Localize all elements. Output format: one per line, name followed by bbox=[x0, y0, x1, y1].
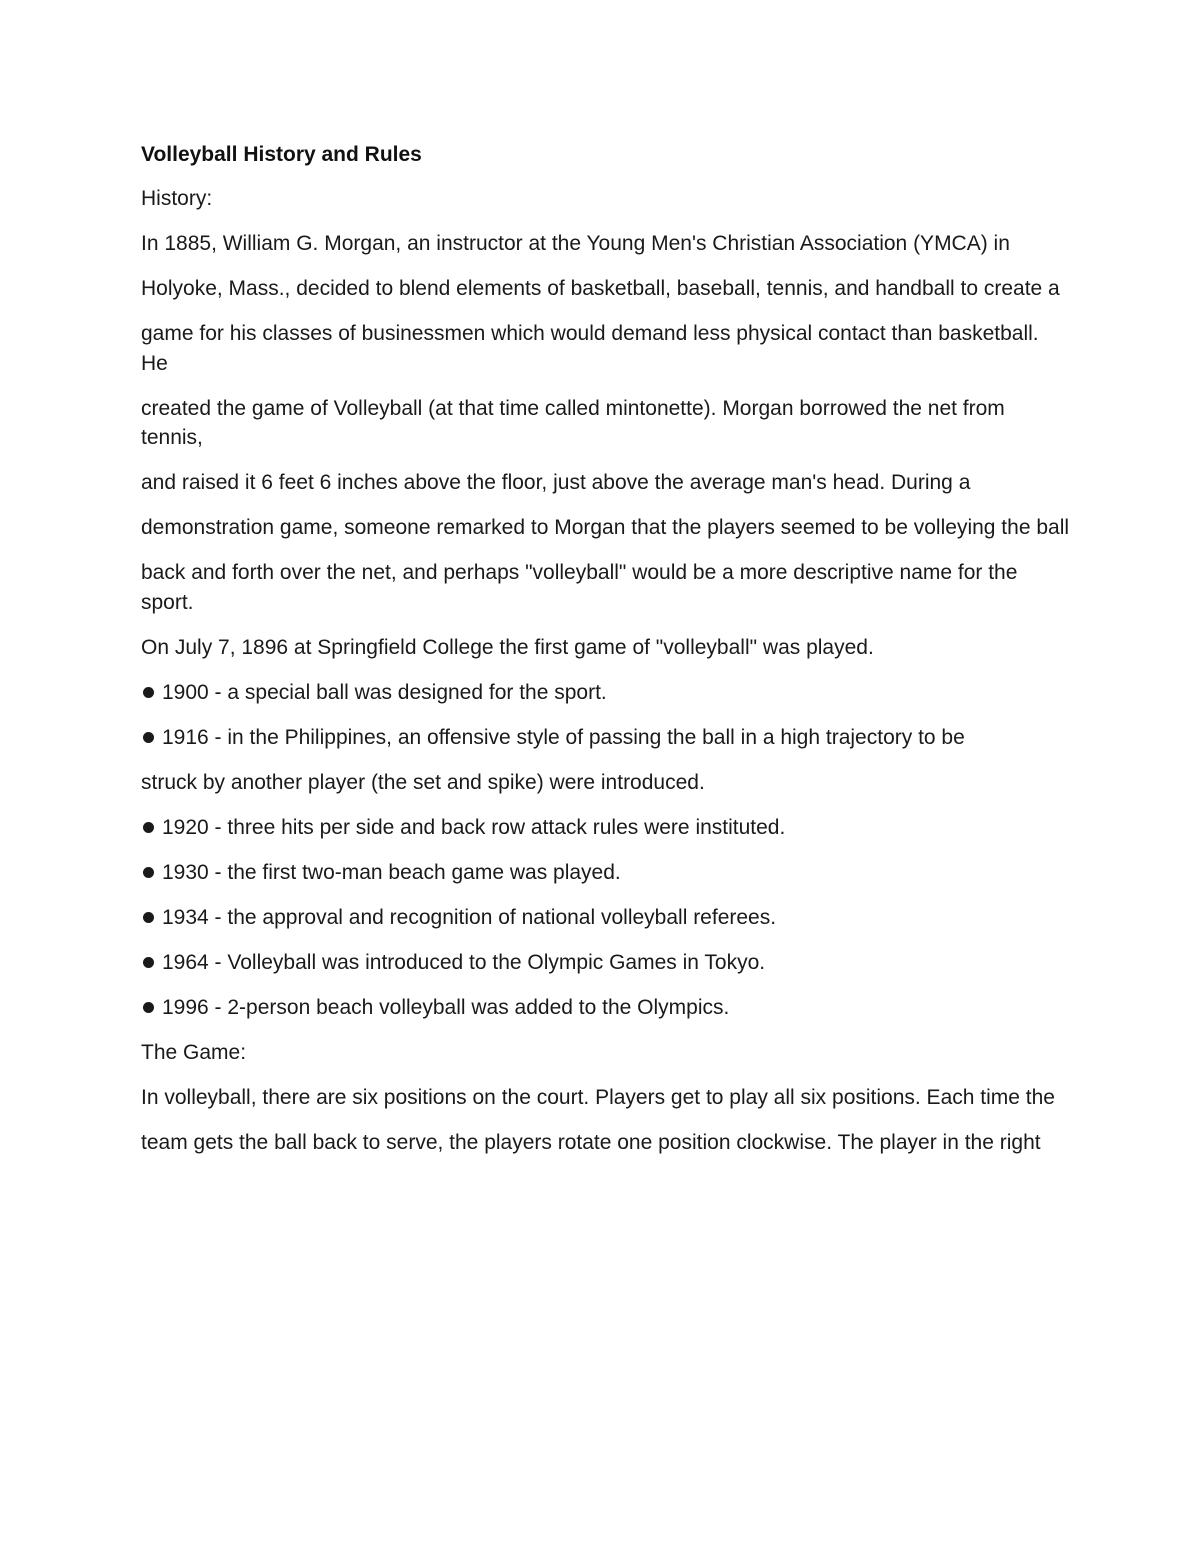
bullet-item bbox=[141, 948, 1071, 978]
paragraph-line: team gets the ball back to serve, the players rotate one position clockwise. The player in the right bbox=[141, 1130, 1041, 1154]
bullet-item bbox=[141, 858, 1071, 888]
bullet-item bbox=[141, 903, 1071, 933]
bullet-icon bbox=[143, 867, 154, 878]
bullet-text: 1920 - three hits per side and back row attack rules were instituted. bbox=[162, 815, 786, 839]
bullet-icon bbox=[143, 822, 154, 833]
paragraph-line: struck by another player (the set and spike) were introduced. bbox=[141, 770, 705, 794]
bullet-icon bbox=[143, 732, 154, 743]
bullet-text: 1930 - the first two-man beach game was played. bbox=[162, 860, 621, 884]
paragraph-line: In 1885, William G. Morgan, an instructor at the Young Men's Christian Association (YMCA) in bbox=[141, 232, 1010, 255]
paragraph-line: In volleyball, there are six positions on the court. Players get to play all six positions. Each time the bbox=[141, 1085, 1055, 1109]
bullet-text: 1996 - 2-person beach volleyball was added to the Olympics. bbox=[162, 995, 730, 1019]
bullet-text: 1964 - Volleyball was introduced to the Olympic Games in Tokyo. bbox=[162, 950, 766, 974]
paragraph-line: game for his classes of businessmen which would demand less physical contact than basketball. He bbox=[141, 322, 1039, 375]
paragraph-line: and raised it 6 feet 6 inches above the floor, just above the average man's head. During a bbox=[141, 471, 971, 494]
paragraph-line: demonstration game, someone remarked to Morgan that the players seemed to be volleying the ball bbox=[141, 516, 1070, 539]
bullet-item bbox=[141, 993, 1071, 1023]
bullet-icon bbox=[143, 912, 154, 923]
bullet-text: 1934 - the approval and recognition of national volleyball referees. bbox=[162, 905, 777, 929]
section-heading-the-game: The Game: bbox=[141, 1040, 247, 1064]
paragraph-line: created the game of Volleyball (at that time called mintonette). Morgan borrowed the net from tennis, bbox=[141, 396, 1005, 449]
bullet-text: 1900 - a special ball was designed for the sport. bbox=[162, 680, 607, 704]
bullet-icon bbox=[143, 1002, 154, 1013]
bullet-item bbox=[141, 678, 1071, 708]
bullet-item bbox=[141, 813, 1071, 843]
paragraph-line: back and forth over the net, and perhaps "volleyball" would be a more descriptive name for the sport. bbox=[141, 561, 1018, 614]
bullet-text: 1916 - in the Philippines, an offensive style of passing the ball in a high trajectory to be bbox=[162, 725, 965, 749]
section-heading-history: History: bbox=[141, 187, 213, 210]
bullet-icon bbox=[143, 687, 154, 698]
paragraph-line: On July 7, 1896 at Springfield College the first game of "volleyball" was played. bbox=[141, 635, 874, 659]
document-title: Volleyball History and Rules bbox=[141, 143, 422, 166]
bullet-item bbox=[141, 723, 1071, 753]
paragraph-line: Holyoke, Mass., decided to blend elements of basketball, baseball, tennis, and handball to create a bbox=[141, 277, 1060, 300]
document-page bbox=[141, 140, 1071, 1173]
bullet-icon bbox=[143, 957, 154, 968]
